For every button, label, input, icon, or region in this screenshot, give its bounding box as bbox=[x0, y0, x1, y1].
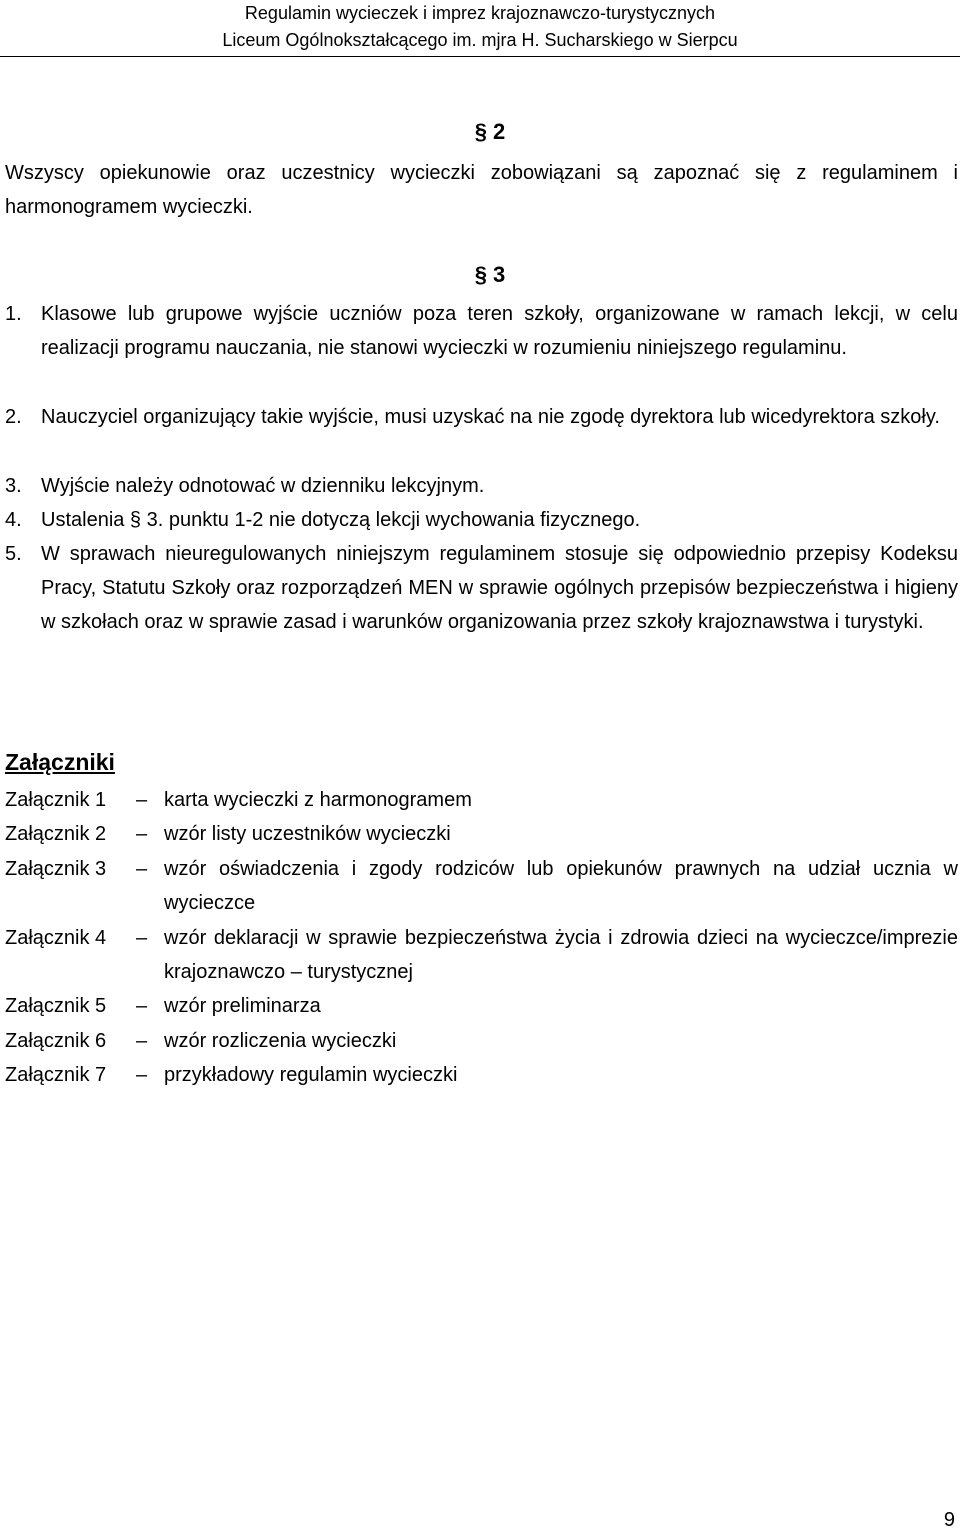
attachment-dash: – bbox=[136, 858, 148, 880]
item-number: 3. bbox=[5, 475, 22, 497]
header-divider bbox=[0, 56, 960, 57]
attachment-row-5 bbox=[5, 989, 958, 1023]
attachment-dash: – bbox=[136, 1064, 148, 1086]
attachment-description: wzór preliminarza bbox=[164, 995, 321, 1017]
attachment-label: Załącznik 6 bbox=[5, 1030, 107, 1052]
attachment-dash: – bbox=[136, 823, 148, 845]
item-text: Klasowe lub grupowe wyjście uczniów poza teren szkoły, organizowane w ramach lekcji, w celu realizacji programu nauczania, nie stanowi wycieczki w rozumieniu niniejszego regulaminu. bbox=[41, 303, 958, 359]
attachment-row-3 bbox=[5, 852, 958, 920]
section-3-item-2 bbox=[5, 400, 958, 434]
attachment-description: wzór listy uczestników wycieczki bbox=[164, 823, 451, 845]
attachment-row-6 bbox=[5, 1024, 958, 1058]
attachment-dash: – bbox=[136, 927, 148, 949]
item-text: Wyjście należy odnotować w dzienniku lekcyjnym. bbox=[41, 475, 485, 497]
attachment-dash: – bbox=[136, 995, 148, 1017]
item-number: 1. bbox=[5, 303, 22, 325]
item-number: 2. bbox=[5, 406, 22, 428]
section-3-item-4 bbox=[5, 503, 958, 537]
item-text: W sprawach nieuregulowanych niniejszym regulaminem stosuje się odpowiednio przepisy Kodeksu Pracy, Statutu Szkoły oraz rozporządzeń MEN w sprawie ogólnych przepisów bezpieczeństwa i higieny w szkołach oraz w sprawie zasad i warunków organizowania przez szkoły krajoznawstwa i turystyki. bbox=[41, 543, 958, 633]
attachment-label: Załącznik 2 bbox=[5, 823, 107, 845]
item-number: 4. bbox=[5, 509, 22, 531]
attachment-dash: – bbox=[136, 789, 148, 811]
attachments-heading: Załączniki bbox=[5, 749, 115, 775]
item-number: 5. bbox=[5, 543, 22, 565]
attachment-row-4 bbox=[5, 921, 958, 989]
section-3-title: § 3 bbox=[474, 262, 506, 287]
attachment-description: wzór rozliczenia wycieczki bbox=[164, 1030, 397, 1052]
section-2-title: § 2 bbox=[474, 119, 506, 144]
section-3-item-3 bbox=[5, 469, 958, 503]
attachment-row-7 bbox=[5, 1058, 958, 1092]
item-text: Ustalenia § 3. punktu 1-2 nie dotyczą lekcji wychowania fizycznego. bbox=[41, 509, 641, 531]
attachment-description: wzór deklaracji w sprawie bezpieczeństwa życia i zdrowia dzieci na wycieczce/imprezie krajoznawczo – turystycznej bbox=[164, 927, 958, 983]
section-3-item-1 bbox=[5, 297, 958, 365]
page-header bbox=[0, 0, 960, 58]
attachment-description: wzór oświadczenia i zgody rodziców lub opiekunów prawnych na udział ucznia w wycieczce bbox=[164, 858, 958, 914]
attachment-description: przykładowy regulamin wycieczki bbox=[164, 1064, 458, 1086]
attachment-label: Załącznik 5 bbox=[5, 995, 107, 1017]
page-number: 9 bbox=[943, 1509, 955, 1531]
header-line-2: Liceum Ogólnokształcącego im. mjra H. Sucharskiego w Sierpcu bbox=[222, 30, 738, 50]
attachment-label: Załącznik 7 bbox=[5, 1064, 107, 1086]
attachment-description: karta wycieczki z harmonogramem bbox=[164, 789, 472, 811]
attachment-row-1 bbox=[5, 783, 958, 817]
attachment-row-2 bbox=[5, 817, 958, 851]
attachment-label: Załącznik 4 bbox=[5, 927, 107, 949]
item-text: Nauczyciel organizujący takie wyjście, musi uzyskać na nie zgodę dyrektora lub wicedyrektora szkoły. bbox=[41, 406, 940, 428]
attachment-dash: – bbox=[136, 1030, 148, 1052]
attachment-label: Załącznik 3 bbox=[5, 858, 107, 880]
attachment-label: Załącznik 1 bbox=[5, 789, 107, 811]
section-3-item-5 bbox=[5, 537, 958, 639]
section-2-text: Wszyscy opiekunowie oraz uczestnicy wycieczki zobowiązani są zapoznać się z regulaminem i harmonogramem wycieczki. bbox=[5, 162, 958, 218]
header-line-1: Regulamin wycieczek i imprez krajoznawczo-turystycznych bbox=[244, 3, 716, 23]
